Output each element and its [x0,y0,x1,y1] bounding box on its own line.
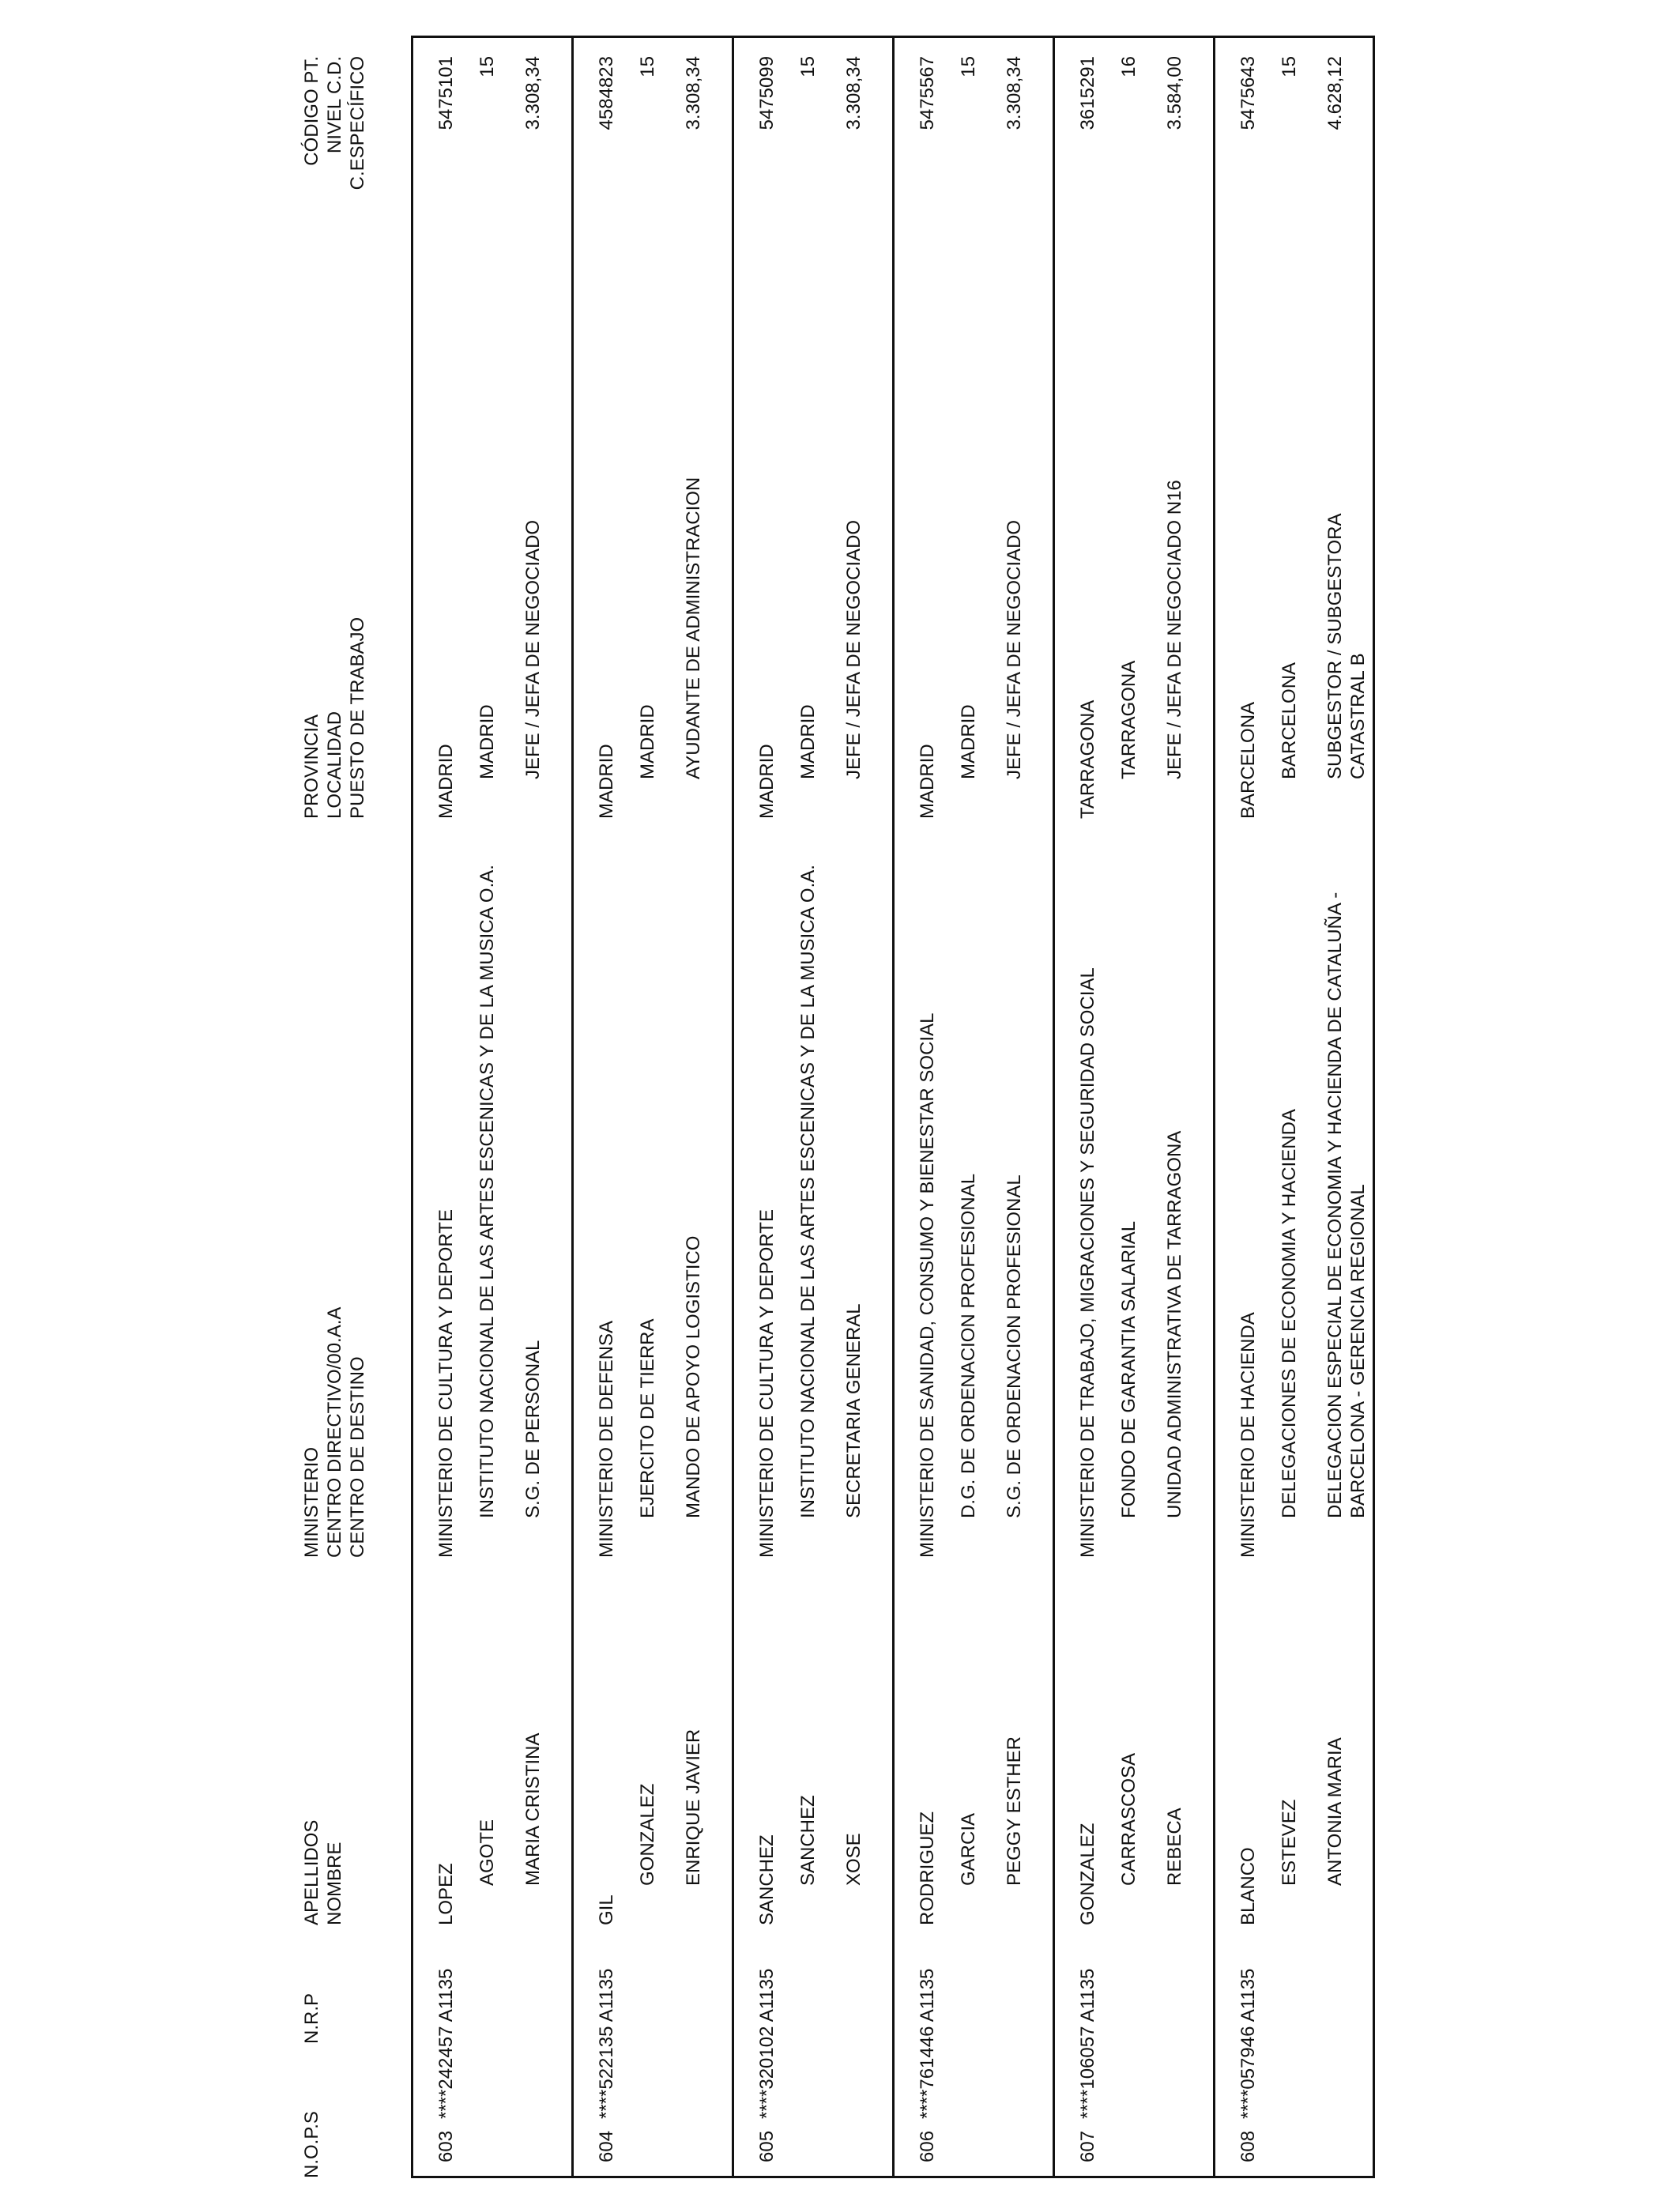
record-centro-directivo: DELEGACIONES DE ECONOMIA Y HACIENDA [1279,1109,1300,1518]
header-nops [300,2111,323,2178]
record-localidad: MADRID [637,704,658,779]
header-nombre-label: NOMBRE [324,1842,345,1925]
record-centro-directivo: D.G. DE ORDENACION PROFESIONAL [958,1173,979,1518]
record-centro-destino: BARCELONA - GERENCIA REGIONAL [1347,1184,1369,1518]
record-codigo: 5475567 [917,56,938,130]
record-nrp: ****057946 A1135 [1237,1968,1259,2119]
record-especifico: 3.308,34 [522,56,544,130]
header-centro-directivo-label: CENTRO DIRECTIVO/00.A.A [324,1306,345,1558]
header-apellidos-label: APELLIDOS [301,1819,322,1925]
record-nombre: MARIA CRISTINA [522,1732,544,1886]
record-puesto: JEFE / JEFA DE NEGOCIADO [522,519,544,779]
record-nombre: PEGGY ESTHER [1004,1736,1025,1886]
record-nivel: 15 [797,56,819,77]
record-puesto: JEFE / JEFA DE NEGOCIADO [1004,519,1025,779]
header-codigo-label: CÓDIGO PT. [301,56,322,166]
record-separator [892,36,895,2178]
record-apellido1: RODRIGUEZ [917,1811,938,1925]
record-localidad: MADRID [797,704,819,779]
record-centro-destino: MANDO DE APOYO LOGISTICO [683,1235,704,1518]
record-nrp: ****320102 A1135 [756,1968,778,2119]
record-apellido2: AGOTE [477,1819,498,1886]
record-apellido1: GONZALEZ [1077,1823,1098,1925]
record-codigo: 5475643 [1237,56,1259,130]
record-codigo: 5475101 [435,56,457,130]
record-especifico: 4.628,12 [1324,56,1346,130]
header-localidad-label: LOCALIDAD [324,711,345,819]
record-especifico: 3.308,34 [683,56,704,130]
header-puesto-label: PUESTO DE TRABAJO [347,616,368,819]
record-nrp: ****106057 A1135 [1077,1968,1098,2119]
record-puesto: CATASTRAL B [1347,653,1369,779]
record-puesto: JEFE / JEFA DE NEGOCIADO N16 [1164,480,1185,779]
record-apellido1: BLANCO [1237,1847,1259,1925]
record-apellido2: GONZALEZ [637,1783,658,1886]
record-ministerio: MINISTERIO DE SANIDAD, CONSUMO Y BIENESTAR SOCIAL [917,1012,938,1558]
header-especifico-label: C.ESPECÍFICO [347,56,368,190]
record-apellido2: ESTEVEZ [1279,1799,1300,1886]
record-centro-destino: UNIDAD ADMINISTRATIVA DE TARRAGONA [1164,1130,1185,1518]
record-nivel: 15 [477,56,498,77]
record-ministerio: MINISTERIO DE DEFENSA [596,1320,617,1558]
header-nrp [300,1993,323,2044]
header-codigo [300,56,369,297]
record-apellido2: CARRASCOSA [1118,1752,1139,1886]
record-nops: 606 [917,2130,938,2162]
record-nivel: 16 [1118,56,1139,77]
record-codigo: 3615291 [1077,56,1098,130]
record-centro-destino: DELEGACION ESPECIAL DE ECONOMIA Y HACIENDA DE CATALUÑA - [1324,892,1346,1518]
record-nombre: REBECA [1164,1808,1185,1886]
record-nops: 607 [1077,2130,1098,2162]
header-apellidos [300,1820,346,1925]
record-provincia: TARRAGONA [1077,699,1098,819]
record-provincia: MADRID [596,744,617,819]
record-nombre: ENRIQUE JAVIER [683,1728,704,1886]
record-ministerio: MINISTERIO DE TRABAJO, MIGRACIONES Y SEGURIDAD SOCIAL [1077,967,1098,1558]
record-apellido1: LOPEZ [435,1863,457,1925]
record-puesto: AYUDANTE DE ADMINISTRACION [683,477,704,779]
record-nivel: 15 [958,56,979,77]
record-separator [1213,36,1215,2178]
record-nops: 603 [435,2130,457,2162]
header-nops-label: N.O.P.S [301,2111,322,2178]
record-nombre: ANTONIA MARIA [1324,1737,1346,1886]
record-puesto: JEFE / JEFA DE NEGOCIADO [843,519,864,779]
record-especifico: 3.584,00 [1164,56,1185,130]
record-especifico: 3.308,34 [843,56,864,130]
record-centro-directivo: INSTITUTO NACIONAL DE LAS ARTES ESCENICAS Y DE LA MUSICA O.A. [797,865,819,1518]
header-provincia [300,617,369,819]
header-nivel-label: NIVEL C.D. [324,56,345,154]
record-provincia: MADRID [435,744,457,819]
record-nrp: ****242457 A1135 [435,1968,457,2119]
header-provincia-label: PROVINCIA [301,714,322,819]
record-nombre: XOSE [843,1833,864,1886]
record-centro-destino: S.G. DE PERSONAL [522,1340,544,1518]
record-ministerio: MINISTERIO DE HACIENDA [1237,1312,1259,1558]
record-nivel: 15 [1279,56,1300,77]
record-localidad: TARRAGONA [1118,660,1139,779]
record-provincia: BARCELONA [1237,701,1259,819]
record-provincia: MADRID [756,744,778,819]
record-separator [571,36,574,2178]
record-codigo: 4584823 [596,56,617,130]
record-provincia: MADRID [917,744,938,819]
record-apellido2: SANCHEZ [797,1795,819,1886]
record-ministerio: MINISTERIO DE CULTURA Y DEPORTE [756,1209,778,1558]
record-puesto: SUBGESTOR / SUBGESTORA [1324,513,1346,779]
record-ministerio: MINISTERIO DE CULTURA Y DEPORTE [435,1209,457,1558]
record-centro-directivo: EJERCITO DE TIERRA [637,1318,658,1518]
record-nops: 605 [756,2130,778,2162]
record-localidad: MADRID [477,704,498,779]
record-centro-destino: S.G. DE ORDENACION PROFESIONAL [1004,1174,1025,1518]
header-nrp-label: N.R.P [301,1992,322,2044]
record-nrp: ****522135 A1135 [596,1968,617,2119]
record-nops: 608 [1237,2130,1259,2162]
record-nrp: ****761446 A1135 [917,1968,938,2119]
record-apellido1: GIL [596,1894,617,1925]
record-especifico: 3.308,34 [1004,56,1025,130]
record-separator [732,36,734,2178]
record-centro-directivo: FONDO DE GARANTIA SALARIAL [1118,1220,1139,1518]
header-ministerio [300,1307,369,1558]
record-nops: 604 [596,2130,617,2162]
header-ministerio-label: MINISTERIO [301,1446,322,1558]
record-separator [1053,36,1055,2178]
record-centro-directivo: INSTITUTO NACIONAL DE LAS ARTES ESCENICAS Y DE LA MUSICA O.A. [477,865,498,1518]
record-codigo: 5475099 [756,56,778,130]
record-apellido1: SANCHEZ [756,1834,778,1925]
record-nivel: 15 [637,56,658,77]
record-centro-destino: SECRETARIA GENERAL [843,1303,864,1518]
record-localidad: BARCELONA [1279,662,1300,779]
header-centro-destino-label: CENTRO DE DESTINO [347,1356,368,1558]
record-localidad: MADRID [958,704,979,779]
record-apellido2: GARCIA [958,1812,979,1886]
